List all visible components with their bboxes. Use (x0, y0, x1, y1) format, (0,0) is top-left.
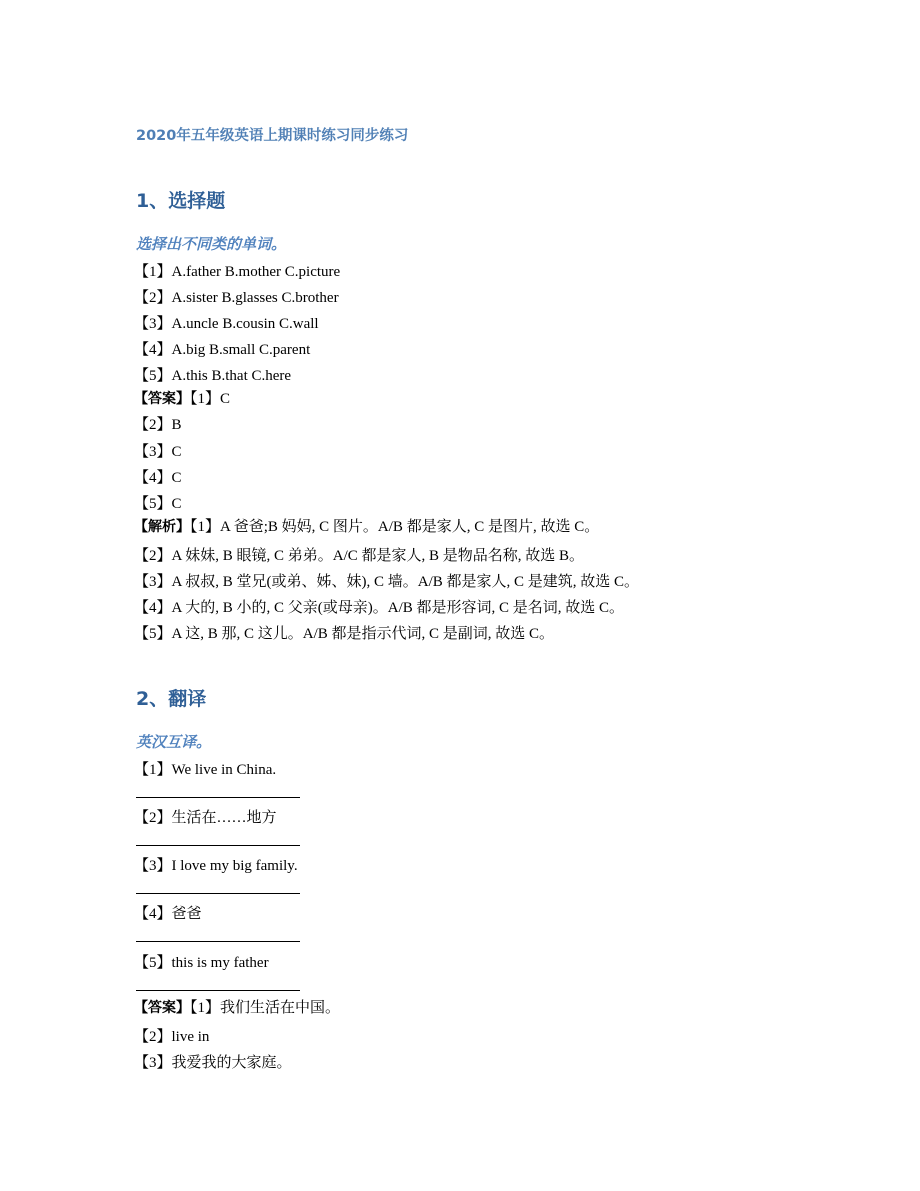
question-1: 【1】A.father B.mother C.picture (134, 264, 341, 280)
answer-2: 【2】B (134, 417, 182, 433)
translation-question-5: 【5】this is my father (134, 955, 269, 971)
answer-blank-3[interactable] (136, 893, 300, 894)
section-instructions-translation: 英汉互译。 (136, 733, 212, 751)
translation-answer-3: 【3】我爱我的大家庭。 (134, 1055, 292, 1071)
answer-1: 【1】C (190, 391, 231, 407)
question-4: 【4】A.big B.small C.parent (134, 342, 311, 358)
document-title: 2020年五年级英语上期课时练习同步练习 (136, 128, 409, 144)
analysis-3: 【3】A 叔叔, B 堂兄(或弟、姊、妹), C 墙。A/B 都是家人, C 是建筑, 故选 C。 (134, 574, 640, 590)
question-2: 【2】A.sister B.glasses C.brother (134, 290, 339, 306)
translation-answer-block (134, 998, 340, 1018)
translation-answer-1: 【1】我们生活在中国。 (190, 1000, 341, 1016)
analysis-label: 【解析】 (134, 519, 190, 535)
answer-blank-1[interactable] (136, 797, 300, 798)
translation-question-2: 【2】生活在……地方 (134, 810, 277, 826)
question-5: 【5】A.this B.that C.here (134, 368, 292, 384)
translation-question-3: 【3】I love my big family. (134, 858, 298, 874)
answer-label: 【答案】 (134, 391, 190, 407)
answer-block (134, 389, 230, 409)
translation-answer-label: 【答案】 (134, 1000, 190, 1016)
translation-question-4: 【4】爸爸 (134, 906, 202, 922)
analysis-5: 【5】A 这, B 那, C 这儿。A/B 都是指示代词, C 是副词, 故选 C。 (134, 626, 555, 642)
analysis-4: 【4】A 大的, B 小的, C 父亲(或母亲)。A/B 都是形容词, C 是名词, 故选 C。 (134, 600, 625, 616)
translation-answer-2: 【2】live in (134, 1029, 210, 1045)
answer-blank-2[interactable] (136, 845, 300, 846)
answer-3: 【3】C (134, 444, 182, 460)
answer-4: 【4】C (134, 470, 182, 486)
answer-blank-4[interactable] (136, 941, 300, 942)
section-heading-translation: 2、翻译 (136, 688, 207, 710)
analysis-2: 【2】A 妹妹, B 眼镜, C 弟弟。A/C 都是家人, B 是物品名称, 故选 B。 (134, 548, 585, 564)
analysis-1: 【1】A 爸爸;B 妈妈, C 图片。A/B 都是家人, C 是图片, 故选 C。 (190, 519, 600, 535)
section-heading-choice: 1、选择题 (136, 190, 226, 212)
question-3: 【3】A.uncle B.cousin C.wall (134, 316, 319, 332)
answer-5: 【5】C (134, 496, 182, 512)
analysis-block (134, 517, 599, 537)
answer-blank-5[interactable] (136, 990, 300, 991)
section-instructions-choice: 选择出不同类的单词。 (136, 235, 287, 253)
translation-question-1: 【1】We live in China. (134, 762, 277, 778)
